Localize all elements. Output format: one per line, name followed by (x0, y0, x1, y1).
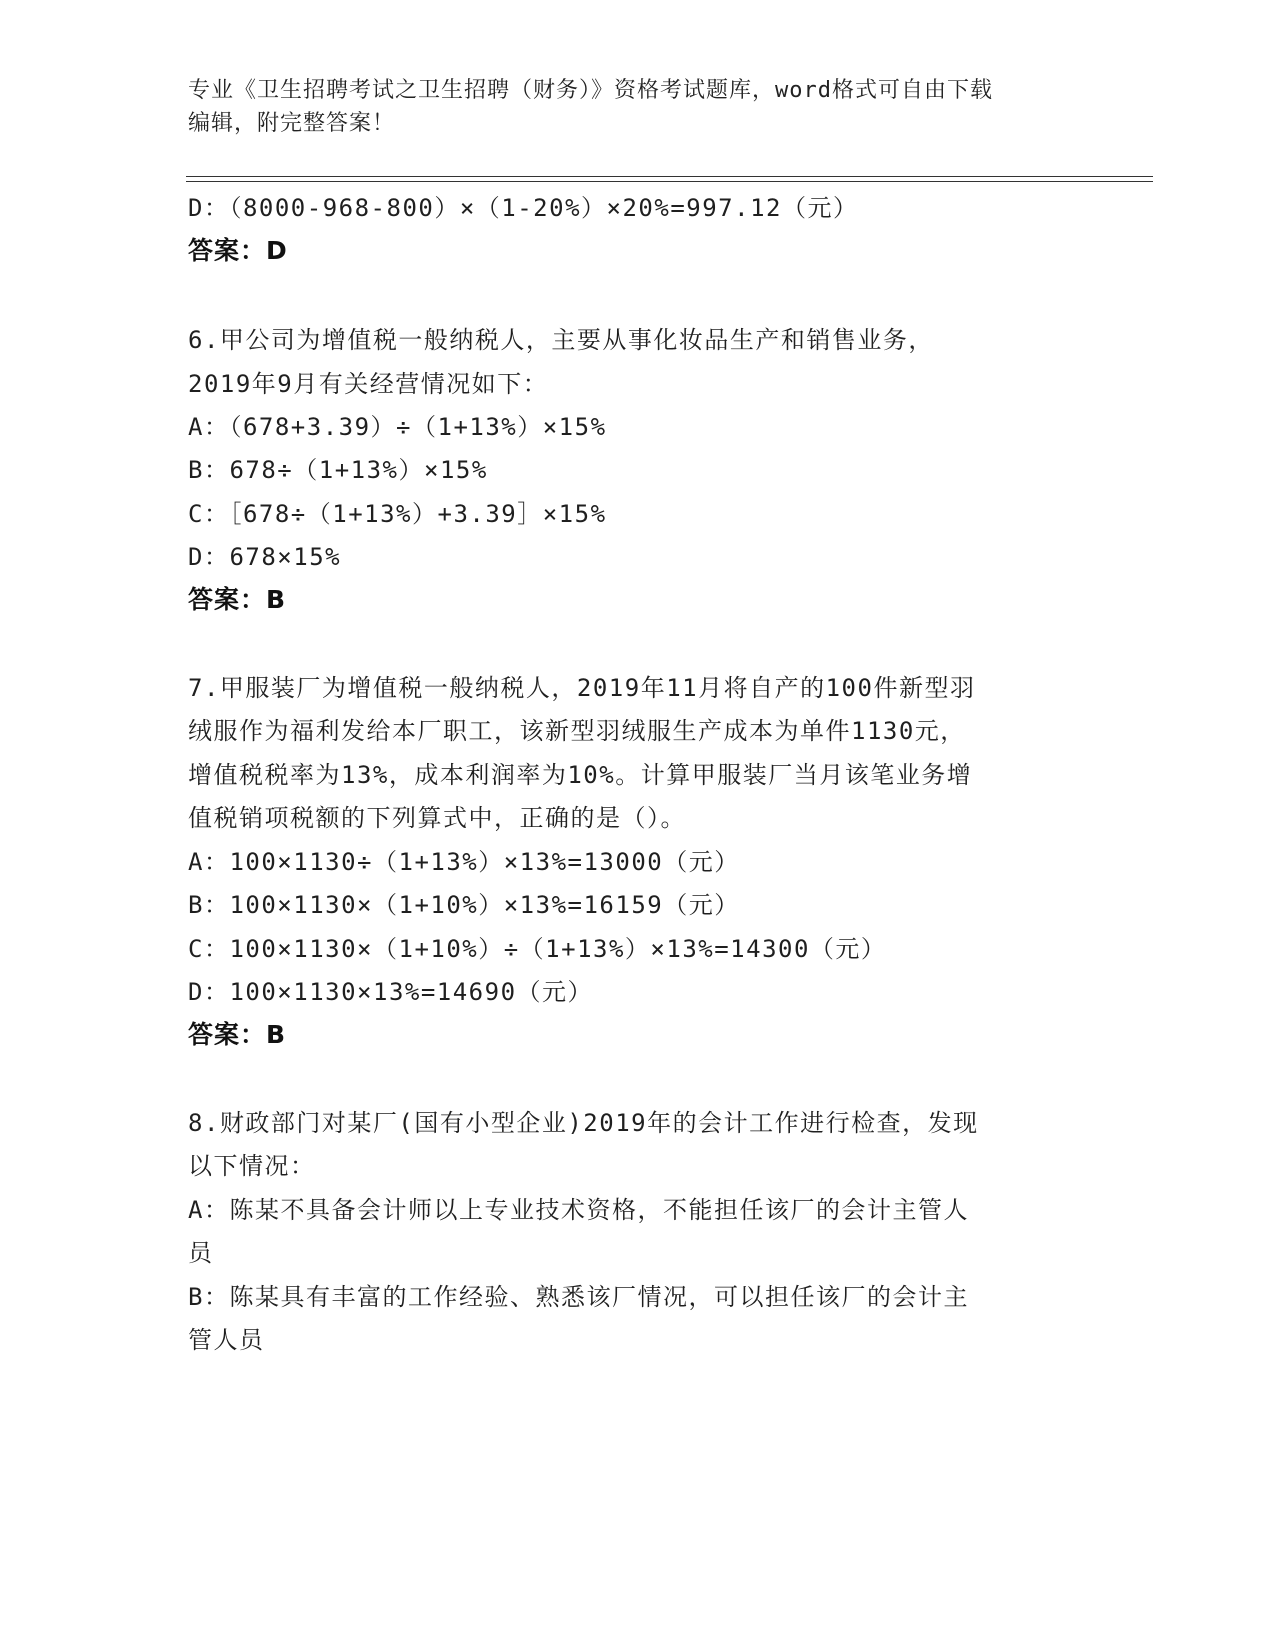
q8-option-a-line-1: A：陈某不具备会计师以上专业技术资格，不能担任该厂的会计主管人 (188, 1196, 969, 1224)
q6-option-a: A：（678+3.39）÷（1+13%）×15% (188, 413, 607, 441)
q6-option-d: D：678×15% (188, 543, 342, 571)
q8-stem-line-1: 8.财政部门对某厂(国有小型企业)2019年的会计工作进行检查，发现 (188, 1109, 979, 1137)
q5-option-d: D：（8000-968-800）×（1-20%）×20%=997.12（元） (188, 194, 859, 222)
q8-option-b-line-2: 管人员 (188, 1326, 265, 1354)
q6-answer: 答案：B (188, 585, 287, 614)
q6-stem-line-1: 6.甲公司为增值税一般纳税人，主要从事化妆品生产和销售业务， (188, 326, 934, 354)
q8-option-b-line-1: B：陈某具有丰富的工作经验、熟悉该厂情况，可以担任该厂的会计主 (188, 1283, 969, 1311)
header-line-2: 编辑，附完整答案！ (188, 111, 396, 136)
q7-option-c: C：100×1130×（1+10%）÷（1+13%）×13%=14300（元） (188, 935, 887, 963)
q7-stem-line-1: 7.甲服装厂为增值税一般纳税人，2019年11月将自产的100件新型羽 (188, 674, 976, 702)
q6-stem-line-2: 2019年9月有关经营情况如下： (188, 370, 549, 398)
q7-option-d: D：100×1130×13%=14690（元） (188, 978, 594, 1006)
q7-option-a: A：100×1130÷（1+13%）×13%=13000（元） (188, 848, 740, 876)
header-divider-top (186, 176, 1153, 177)
q6-option-c: C：［678÷（1+13%）+3.39］×15% (188, 500, 607, 528)
header-line-1: 专业《卫生招聘考试之卫生招聘（财务）》资格考试题库，word格式可自由下载 (188, 78, 993, 103)
q7-stem-line-3: 增值税税率为13%，成本利润率为10%。计算甲服装厂当月该笔业务增 (188, 761, 973, 789)
header-divider-bottom (186, 181, 1153, 182)
document-header (188, 74, 1088, 140)
q8-option-a-line-2: 员 (188, 1239, 214, 1267)
q7-answer: 答案：B (188, 1020, 287, 1049)
q7-stem-line-2: 绒服作为福利发给本厂职工，该新型羽绒服生产成本为单件1130元， (188, 717, 966, 745)
q5-answer: 答案：D (188, 236, 288, 265)
q6-option-b: B：678÷（1+13%）×15% (188, 456, 488, 484)
q7-stem-line-4: 值税销项税额的下列算式中，正确的是（）。 (188, 804, 686, 832)
q7-option-b: B：100×1130×（1+10%）×13%=16159（元） (188, 891, 740, 919)
q8-stem-line-2: 以下情况： (188, 1152, 316, 1180)
